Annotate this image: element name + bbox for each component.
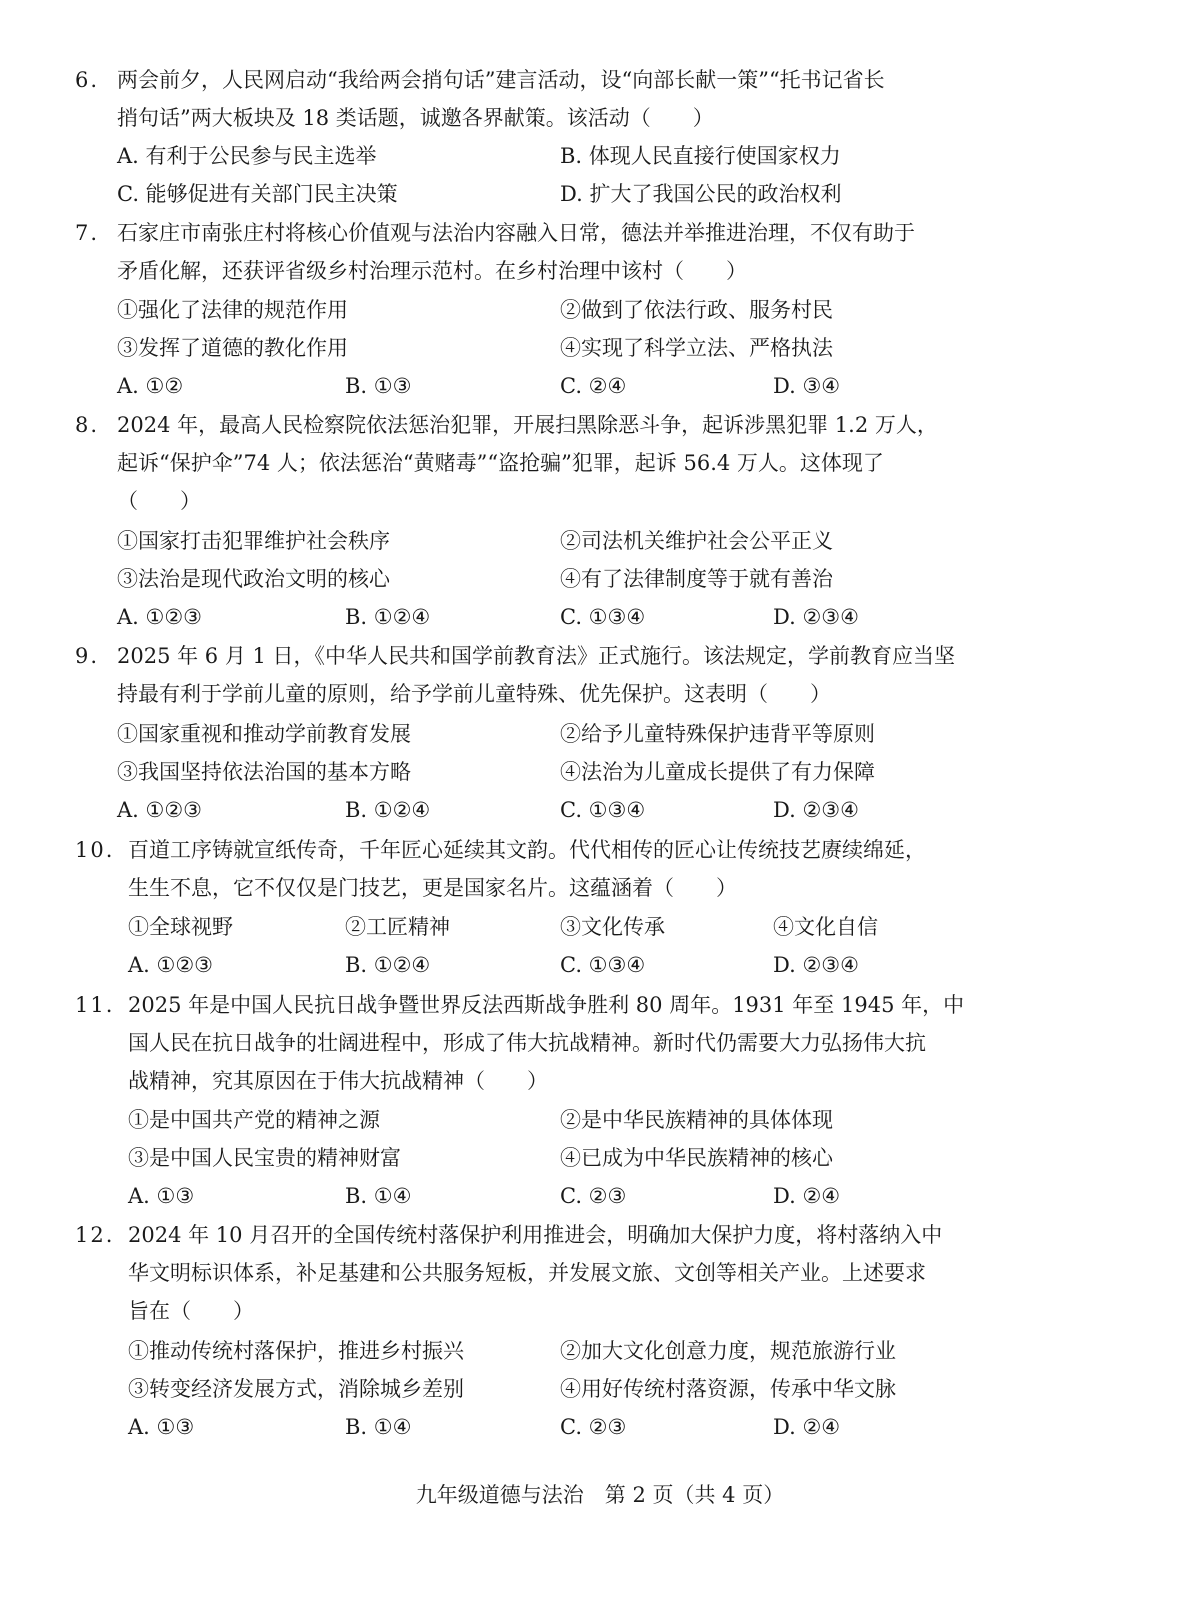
statement-4: ④文化自信 xyxy=(773,915,878,939)
option-d: D. 扩大了我国公民的政治权利 xyxy=(560,182,842,206)
statement-3: ③转变经济发展方式，消除城乡差别 xyxy=(128,1377,464,1401)
question-number: 9. xyxy=(75,644,100,668)
option-a: A. ①②③ xyxy=(117,798,202,822)
statement-1: ①全球视野 xyxy=(128,915,233,939)
question-stem-line: 矛盾化解，还获评省级乡村治理示范村。在乡村治理中该村（ ） xyxy=(117,259,747,283)
option-c: C. ①③④ xyxy=(560,798,646,822)
statement-2: ②做到了依法行政、服务村民 xyxy=(560,298,833,322)
option-b: B. ①②④ xyxy=(345,798,431,822)
statement-3: ③是中国人民宝贵的精神财富 xyxy=(128,1146,401,1170)
statement-3: ③我国坚持依法治国的基本方略 xyxy=(117,760,411,784)
option-a: A. ①②③ xyxy=(117,605,202,629)
statement-3: ③发挥了道德的教化作用 xyxy=(117,336,348,360)
statement-4: ④实现了科学立法、严格执法 xyxy=(560,336,833,360)
option-a: A. 有利于公民参与民主选举 xyxy=(117,144,377,168)
question-stem-line: 2024 年，最高人民检察院依法惩治犯罪，开展扫黑除恶斗争，起诉涉黑犯罪 1.2 万人， xyxy=(117,413,938,437)
option-b: B. ①③ xyxy=(345,374,412,398)
statement-2: ②是中华民族精神的具体体现 xyxy=(560,1108,833,1132)
option-c: C. ②③ xyxy=(560,1415,627,1439)
option-d: D. ②③④ xyxy=(773,605,859,629)
option-c: C. ②④ xyxy=(560,374,627,398)
question-stem-line: 生生不息，它不仅仅是门技艺，更是国家名片。这蕴涵着（ ） xyxy=(128,876,737,900)
option-d: D. ②③④ xyxy=(773,798,859,822)
statement-4: ④法治为儿童成长提供了有力保障 xyxy=(560,760,875,784)
statement-1: ①是中国共产党的精神之源 xyxy=(128,1108,380,1132)
option-b: B. 体现人民直接行使国家权力 xyxy=(560,144,841,168)
option-b: B. ①④ xyxy=(345,1415,412,1439)
option-d: D. ②④ xyxy=(773,1415,841,1439)
statement-3: ③文化传承 xyxy=(560,915,665,939)
question-stem-line: 旨在（ ） xyxy=(128,1299,254,1323)
question-stem-line: 国人民在抗日战争的壮阔进程中，形成了伟大抗战精神。新时代仍需要大力弘扬伟大抗 xyxy=(128,1031,926,1055)
question-stem-line: 石家庄市南张庄村将核心价值观与法治内容融入日常，德法并举推进治理，不仅有助于 xyxy=(117,221,915,245)
option-d: D. ②④ xyxy=(773,1184,841,1208)
statement-1: ①国家重视和推动学前教育发展 xyxy=(117,722,411,746)
question-stem-line: 2025 年是中国人民抗日战争暨世界反法西斯战争胜利 80 周年。1931 年至 1945 年，中 xyxy=(128,993,965,1017)
question-number: 10. xyxy=(75,838,115,862)
page-footer: 九年级道德与法治 第 2 页（共 4 页） xyxy=(415,1483,785,1507)
question-number: 6. xyxy=(75,68,100,92)
option-c: C. ①③④ xyxy=(560,605,646,629)
option-c: C. ①③④ xyxy=(560,953,646,977)
question-stem-line: 捎句话”两大板块及 18 类话题，诚邀各界献策。该活动（ ） xyxy=(117,106,714,130)
question-stem-line: 持最有利于学前儿童的原则，给予学前儿童特殊、优先保护。这表明（ ） xyxy=(117,682,831,706)
statement-1: ①推动传统村落保护，推进乡村振兴 xyxy=(128,1339,464,1363)
question-stem-line: 2024 年 10 月召开的全国传统村落保护利用推进会，明确加大保护力度，将村落纳入中 xyxy=(128,1223,943,1247)
option-a: A. ①③ xyxy=(128,1415,195,1439)
question-number: 7. xyxy=(75,221,100,245)
option-a: A. ①② xyxy=(117,374,184,398)
option-b: B. ①②④ xyxy=(345,953,431,977)
option-d: D. ③④ xyxy=(773,374,841,398)
question-stem-line: （ ） xyxy=(117,489,201,513)
option-b: B. ①②④ xyxy=(345,605,431,629)
option-a: A. ①③ xyxy=(128,1184,195,1208)
statement-4: ④有了法律制度等于就有善治 xyxy=(560,567,833,591)
question-stem-line: 起诉“保护伞”74 人；依法惩治“黄赌毒”“盗抢骗”犯罪，起诉 56.4 万人。这体现了 xyxy=(117,451,884,475)
statement-2: ②加大文化创意力度，规范旅游行业 xyxy=(560,1339,896,1363)
question-stem-line: 华文明标识体系，补足基建和公共服务短板，并发展文旅、文创等相关产业。上述要求 xyxy=(128,1261,926,1285)
question-stem-line: 战精神，究其原因在于伟大抗战精神（ ） xyxy=(128,1069,548,1093)
option-b: B. ①④ xyxy=(345,1184,412,1208)
statement-4: ④用好传统村落资源，传承中华文脉 xyxy=(560,1377,896,1401)
question-number: 8. xyxy=(75,413,100,437)
statement-2: ②司法机关维护社会公平正义 xyxy=(560,529,833,553)
option-c: C. ②③ xyxy=(560,1184,627,1208)
statement-1: ①强化了法律的规范作用 xyxy=(117,298,348,322)
question-stem-line: 百道工序铸就宣纸传奇，千年匠心延续其文韵。代代相传的匠心让传统技艺赓续绵延， xyxy=(128,838,926,862)
statement-1: ①国家打击犯罪维护社会秩序 xyxy=(117,529,390,553)
option-d: D. ②③④ xyxy=(773,953,859,977)
statement-2: ②工匠精神 xyxy=(345,915,450,939)
option-c: C. 能够促进有关部门民主决策 xyxy=(117,182,398,206)
option-a: A. ①②③ xyxy=(128,953,213,977)
question-stem-line: 2025 年 6 月 1 日，《中华人民共和国学前教育法》正式施行。该法规定，学前教育应当坚 xyxy=(117,644,956,668)
question-number: 12. xyxy=(75,1223,115,1247)
statement-4: ④已成为中华民族精神的核心 xyxy=(560,1146,833,1170)
question-number: 11. xyxy=(75,993,115,1017)
question-stem-line: 两会前夕，人民网启动“我给两会捎句话”建言活动，设“向部长献一策”“托书记省长 xyxy=(117,68,885,92)
statement-2: ②给予儿童特殊保护违背平等原则 xyxy=(560,722,875,746)
statement-3: ③法治是现代政治文明的核心 xyxy=(117,567,390,591)
